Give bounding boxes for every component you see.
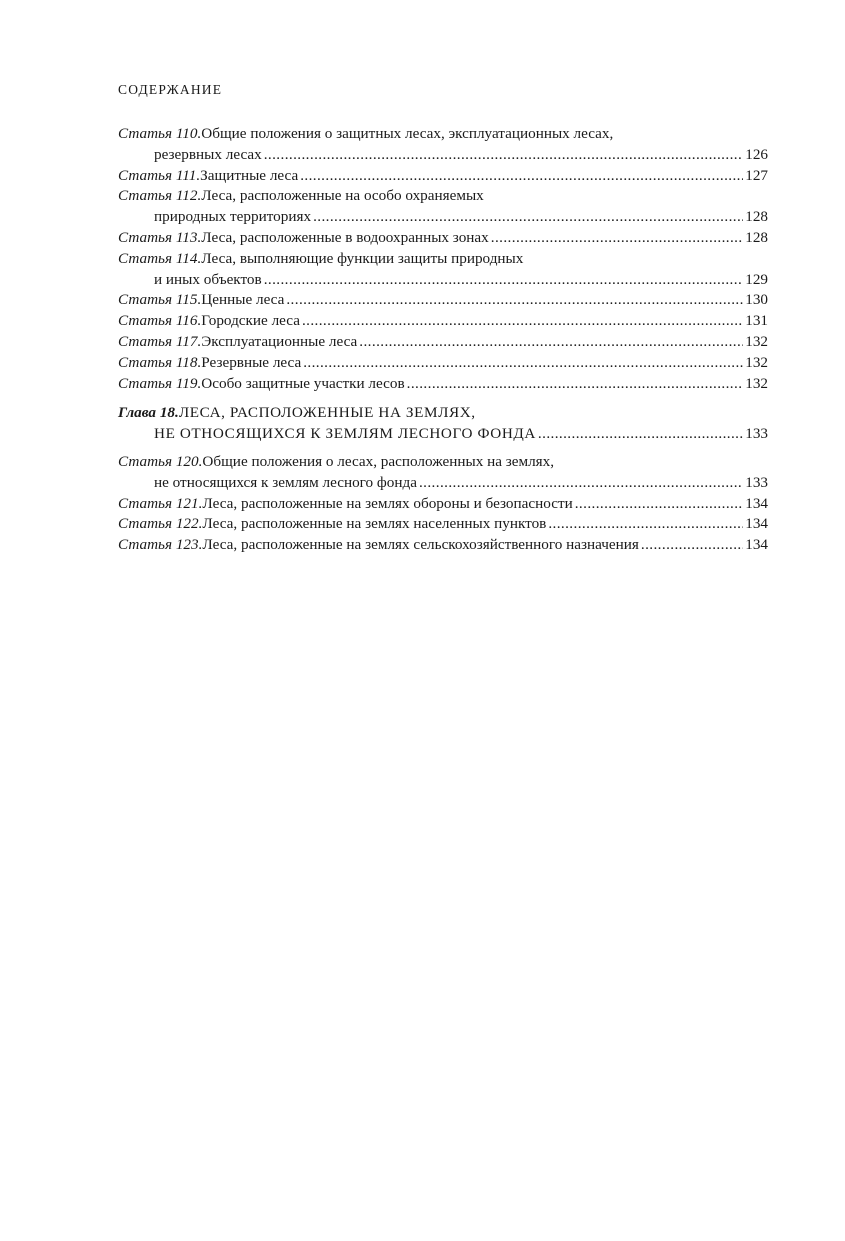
dot-leader xyxy=(548,514,743,535)
toc-entry-label: Статья 121. xyxy=(118,494,203,512)
toc-page-number: 132 xyxy=(745,353,768,371)
toc-entry-115[interactable] xyxy=(118,290,768,311)
dot-leader xyxy=(286,290,743,311)
dot-leader xyxy=(313,207,743,228)
toc-chapter-18[interactable] xyxy=(118,403,768,445)
toc-chapter-label: Глава 18. xyxy=(118,404,179,422)
toc-entry-label: Статья 115. xyxy=(118,291,202,309)
toc-entry-title: Леса, расположенные на землях населенных пунктов xyxy=(202,515,547,533)
toc-entry-label: Статья 119. xyxy=(118,374,202,392)
dot-leader xyxy=(302,311,743,332)
toc-entry-121[interactable] xyxy=(118,494,768,515)
dot-leader xyxy=(491,228,743,249)
toc-entry-title: Эксплуатационные леса xyxy=(201,332,358,350)
toc-page-number: 134 xyxy=(745,494,768,512)
toc-page-number: 126 xyxy=(745,145,768,163)
toc-entry-title: Резервные леса xyxy=(201,353,302,371)
toc-page-number: 133 xyxy=(745,425,768,443)
toc-page-number: 133 xyxy=(745,473,768,491)
toc-entry-label: Статья 111. xyxy=(118,166,201,184)
toc-entry-title: Леса, расположенные на особо охраняемых xyxy=(201,187,484,205)
toc-entry-title-continued: резервных лесах xyxy=(154,145,262,163)
toc-page-number: 128 xyxy=(745,208,768,226)
dot-leader xyxy=(300,166,743,187)
toc-entry-label: Статья 117. xyxy=(118,332,202,350)
toc-entry-title: Леса, расположенные в водоохранных зонах xyxy=(201,228,489,246)
toc-entry-label: Статья 112. xyxy=(118,187,202,205)
toc-page-number: 129 xyxy=(745,270,768,288)
toc-page-number: 128 xyxy=(745,228,768,246)
toc-entry-title: Общие положения о защитных лесах, эксплуатационных лесах, xyxy=(201,125,614,142)
dot-leader xyxy=(264,145,744,166)
toc-page-number: 134 xyxy=(745,515,768,533)
toc-entry-label: Статья 122. xyxy=(118,515,203,533)
dot-leader xyxy=(538,424,743,445)
toc-entry-113[interactable] xyxy=(118,228,768,249)
toc-entry-label: Статья 114. xyxy=(118,249,202,267)
toc-entry-120[interactable] xyxy=(118,452,768,494)
dot-leader xyxy=(359,332,743,353)
toc-entry-label: Статья 116. xyxy=(118,312,202,330)
toc-entry-118[interactable] xyxy=(118,353,768,374)
table-of-contents xyxy=(118,124,768,556)
toc-entry-title: Особо защитные участки лесов xyxy=(201,374,405,392)
toc-page-number: 127 xyxy=(745,166,768,184)
toc-entry-111[interactable] xyxy=(118,166,768,187)
toc-page-number: 134 xyxy=(745,536,768,554)
toc-entry-title: Леса, выполняющие функции защиты природных xyxy=(201,249,524,267)
toc-entry-title: Леса, расположенные на землях обороны и безопасности xyxy=(202,494,573,512)
toc-entry-title: Защитные леса xyxy=(200,166,299,184)
toc-entry-112[interactable] xyxy=(118,186,768,228)
toc-entry-title-continued: не относящихся к землям лесного фонда xyxy=(154,473,417,491)
toc-entry-title-continued: и иных объектов xyxy=(154,270,262,288)
toc-entry-label: Статья 113. xyxy=(118,228,202,246)
dot-leader xyxy=(419,473,743,494)
toc-entry-122[interactable] xyxy=(118,514,768,535)
dot-leader xyxy=(575,494,743,515)
toc-entry-117[interactable] xyxy=(118,332,768,353)
toc-entry-114[interactable] xyxy=(118,249,768,291)
running-head: СОДЕРЖАНИЕ xyxy=(118,82,223,97)
toc-page-number: 132 xyxy=(745,374,768,392)
toc-page-number: 131 xyxy=(745,312,768,330)
toc-entry-label: Статья 110. xyxy=(118,125,202,142)
toc-entry-110[interactable] xyxy=(118,124,768,166)
toc-entry-title: Леса, расположенные на землях сельскохозяйственного назначения xyxy=(202,536,639,554)
toc-entry-123[interactable] xyxy=(118,535,768,556)
toc-entry-title: Ценные леса xyxy=(201,291,285,309)
toc-entry-119[interactable] xyxy=(118,374,768,395)
toc-page-number: 132 xyxy=(745,332,768,350)
toc-chapter-title: ЛЕСА, РАСПОЛОЖЕННЫЕ НА ЗЕМЛЯХ, xyxy=(178,404,476,422)
toc-page-number: 130 xyxy=(745,291,768,309)
toc-entry-116[interactable] xyxy=(118,311,768,332)
toc-entry-label: Статья 123. xyxy=(118,536,203,554)
toc-entry-title: Городские леса xyxy=(201,312,300,330)
toc-entry-label: Статья 120. xyxy=(118,452,203,470)
dot-leader xyxy=(641,535,743,556)
dot-leader xyxy=(264,270,744,291)
toc-chapter-title-continued: НЕ ОТНОСЯЩИХСЯ К ЗЕМЛЯМ ЛЕСНОГО ФОНДА xyxy=(154,425,536,443)
toc-entry-title: Общие положения о лесах, расположенных на землях, xyxy=(202,452,555,470)
toc-entry-label: Статья 118. xyxy=(118,353,202,371)
dot-leader xyxy=(303,353,743,374)
toc-entry-title-continued: природных территориях xyxy=(154,208,312,226)
dot-leader xyxy=(407,374,744,395)
